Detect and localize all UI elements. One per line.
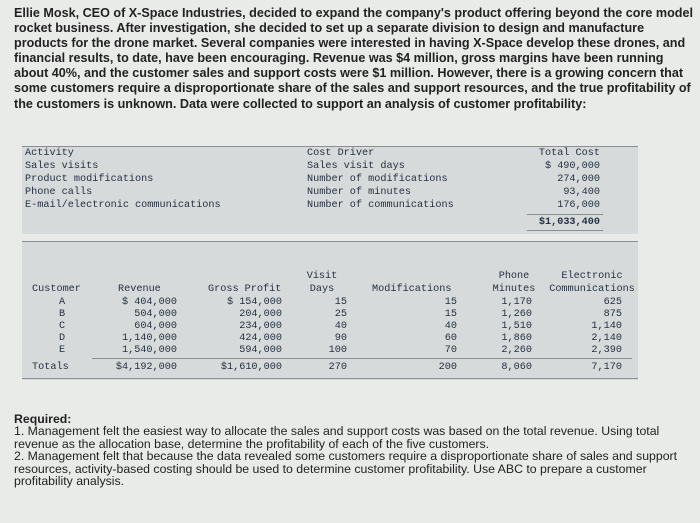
customer-modifications: 60 <box>444 333 457 344</box>
customer-revenue: 1,140,000 <box>121 333 177 344</box>
customer-phone-minutes: 2,260 <box>501 345 532 356</box>
customer-modifications: 15 <box>444 297 457 308</box>
customer-id: B <box>58 309 66 320</box>
required-heading: Required: <box>14 412 72 426</box>
customer-visit-days: 25 <box>334 309 347 320</box>
header-phone: Phone <box>498 271 530 282</box>
totals-rule <box>92 358 632 359</box>
customer-id: E <box>58 345 66 356</box>
activity-row-driver: Sales visit days <box>307 161 405 172</box>
totals-label: Totals <box>32 362 69 373</box>
activity-row-driver: Number of minutes <box>307 187 411 198</box>
header-total-cost: Total Cost <box>538 148 600 159</box>
subtotal-rule <box>527 214 603 215</box>
customer-electronic: 2,390 <box>591 345 622 356</box>
required-section <box>14 413 698 487</box>
activity-row-cost: 274,000 <box>557 174 600 185</box>
header-modifications: Modifications <box>372 284 452 295</box>
header-gross-profit: Gross Profit <box>208 284 282 295</box>
total-gross-profit: $1,610,000 <box>220 362 282 373</box>
customer-gross-profit: 204,000 <box>239 309 282 320</box>
activity-row-driver: Number of modifications <box>307 174 448 185</box>
customer-visit-days: 100 <box>328 345 347 356</box>
total-electronic: 7,170 <box>591 362 622 373</box>
activity-row-label: Product modifications <box>25 174 154 185</box>
activity-cost-table <box>22 146 638 234</box>
header-cost-driver: Cost Driver <box>307 148 375 159</box>
activity-row-cost: 93,400 <box>563 187 600 198</box>
customer-electronic: 2,140 <box>591 333 622 344</box>
double-underline <box>527 230 603 231</box>
customer-modifications: 70 <box>444 345 457 356</box>
customer-gross-profit: 424,000 <box>239 333 282 344</box>
customer-revenue: 604,000 <box>134 321 177 332</box>
required-item-2: 2. Management felt that because the data revealed some customers require a disproportionate share of sales and support resources, activity-based costing should be used to determine customer profitability. Use ABC to prepare a customer profitability analysis. <box>14 449 678 489</box>
customer-phone-minutes: 1,260 <box>501 309 532 320</box>
table-top-rule <box>22 241 638 242</box>
header-revenue: Revenue <box>118 284 161 295</box>
customer-data-table <box>22 241 638 380</box>
activity-row-label: Phone calls <box>25 187 93 198</box>
header-visit: Visit <box>306 271 338 282</box>
customer-phone-minutes: 1,170 <box>501 297 532 308</box>
header-electronic: Electronic <box>561 271 623 282</box>
activity-row-cost: 176,000 <box>557 200 600 211</box>
customer-electronic: 1,140 <box>591 321 622 332</box>
customer-visit-days: 40 <box>334 321 347 332</box>
customer-gross-profit: $ 154,000 <box>226 297 282 308</box>
customer-id: A <box>58 297 66 308</box>
required-item-1: 1. Management felt the easiest way to allocate the sales and support costs was based on the total revenue. Using total revenue as the allocation base, determine the profitability of each of the five customers. <box>14 424 660 451</box>
total-revenue: $4,192,000 <box>115 362 177 373</box>
customer-electronic: 875 <box>603 309 622 320</box>
header-customer: Customer <box>32 284 81 295</box>
customer-gross-profit: 234,000 <box>239 321 282 332</box>
header-activity: Activity <box>25 148 74 159</box>
customer-revenue: $ 404,000 <box>121 297 177 308</box>
customer-visit-days: 15 <box>334 297 347 308</box>
header-days: Days <box>309 284 335 295</box>
activity-row-driver: Number of communications <box>307 200 454 211</box>
customer-gross-profit: 594,000 <box>239 345 282 356</box>
header-communications: Communications <box>549 284 635 295</box>
customer-modifications: 40 <box>444 321 457 332</box>
customer-id: C <box>58 321 66 332</box>
customer-phone-minutes: 1,860 <box>501 333 532 344</box>
customer-id: D <box>58 333 66 344</box>
customer-revenue: 504,000 <box>134 309 177 320</box>
customer-modifications: 15 <box>444 309 457 320</box>
activity-row-label: E-mail/electronic communications <box>25 200 221 211</box>
customer-electronic: 625 <box>603 297 622 308</box>
customer-visit-days: 90 <box>334 333 347 344</box>
customer-phone-minutes: 1,510 <box>501 321 532 332</box>
header-minutes: Minutes <box>492 284 536 295</box>
total-cost-sum: $1,033,400 <box>538 217 600 228</box>
total-visit-days: 270 <box>328 362 347 373</box>
activity-row-cost: $ 490,000 <box>544 161 600 172</box>
problem-intro: Ellie Mosk, CEO of X-Space Industries, decided to expand the company's product offering beyond the core model rocket business. After investigation, she decided to set up a separate division to design and manufacture products for the drone market. Several companies were interested in having X-Space develop these drones, and financial results, to date, have been encouraging. Revenue was $4 million, gross margins have been running about 40%, and the customer sales and support costs were $1 million. However, there is a growing concern that some customers require a disproportionate share of the sales and support resources, and the true profitability of the customers is unknown. Data were collected to support an analysis of customer profitability: <box>14 6 693 111</box>
customer-revenue: 1,540,000 <box>121 345 177 356</box>
total-phone-minutes: 8,060 <box>501 362 532 373</box>
total-modifications: 200 <box>438 362 457 373</box>
table-bottom-rule <box>22 378 638 379</box>
activity-row-label: Sales visits <box>25 161 99 172</box>
